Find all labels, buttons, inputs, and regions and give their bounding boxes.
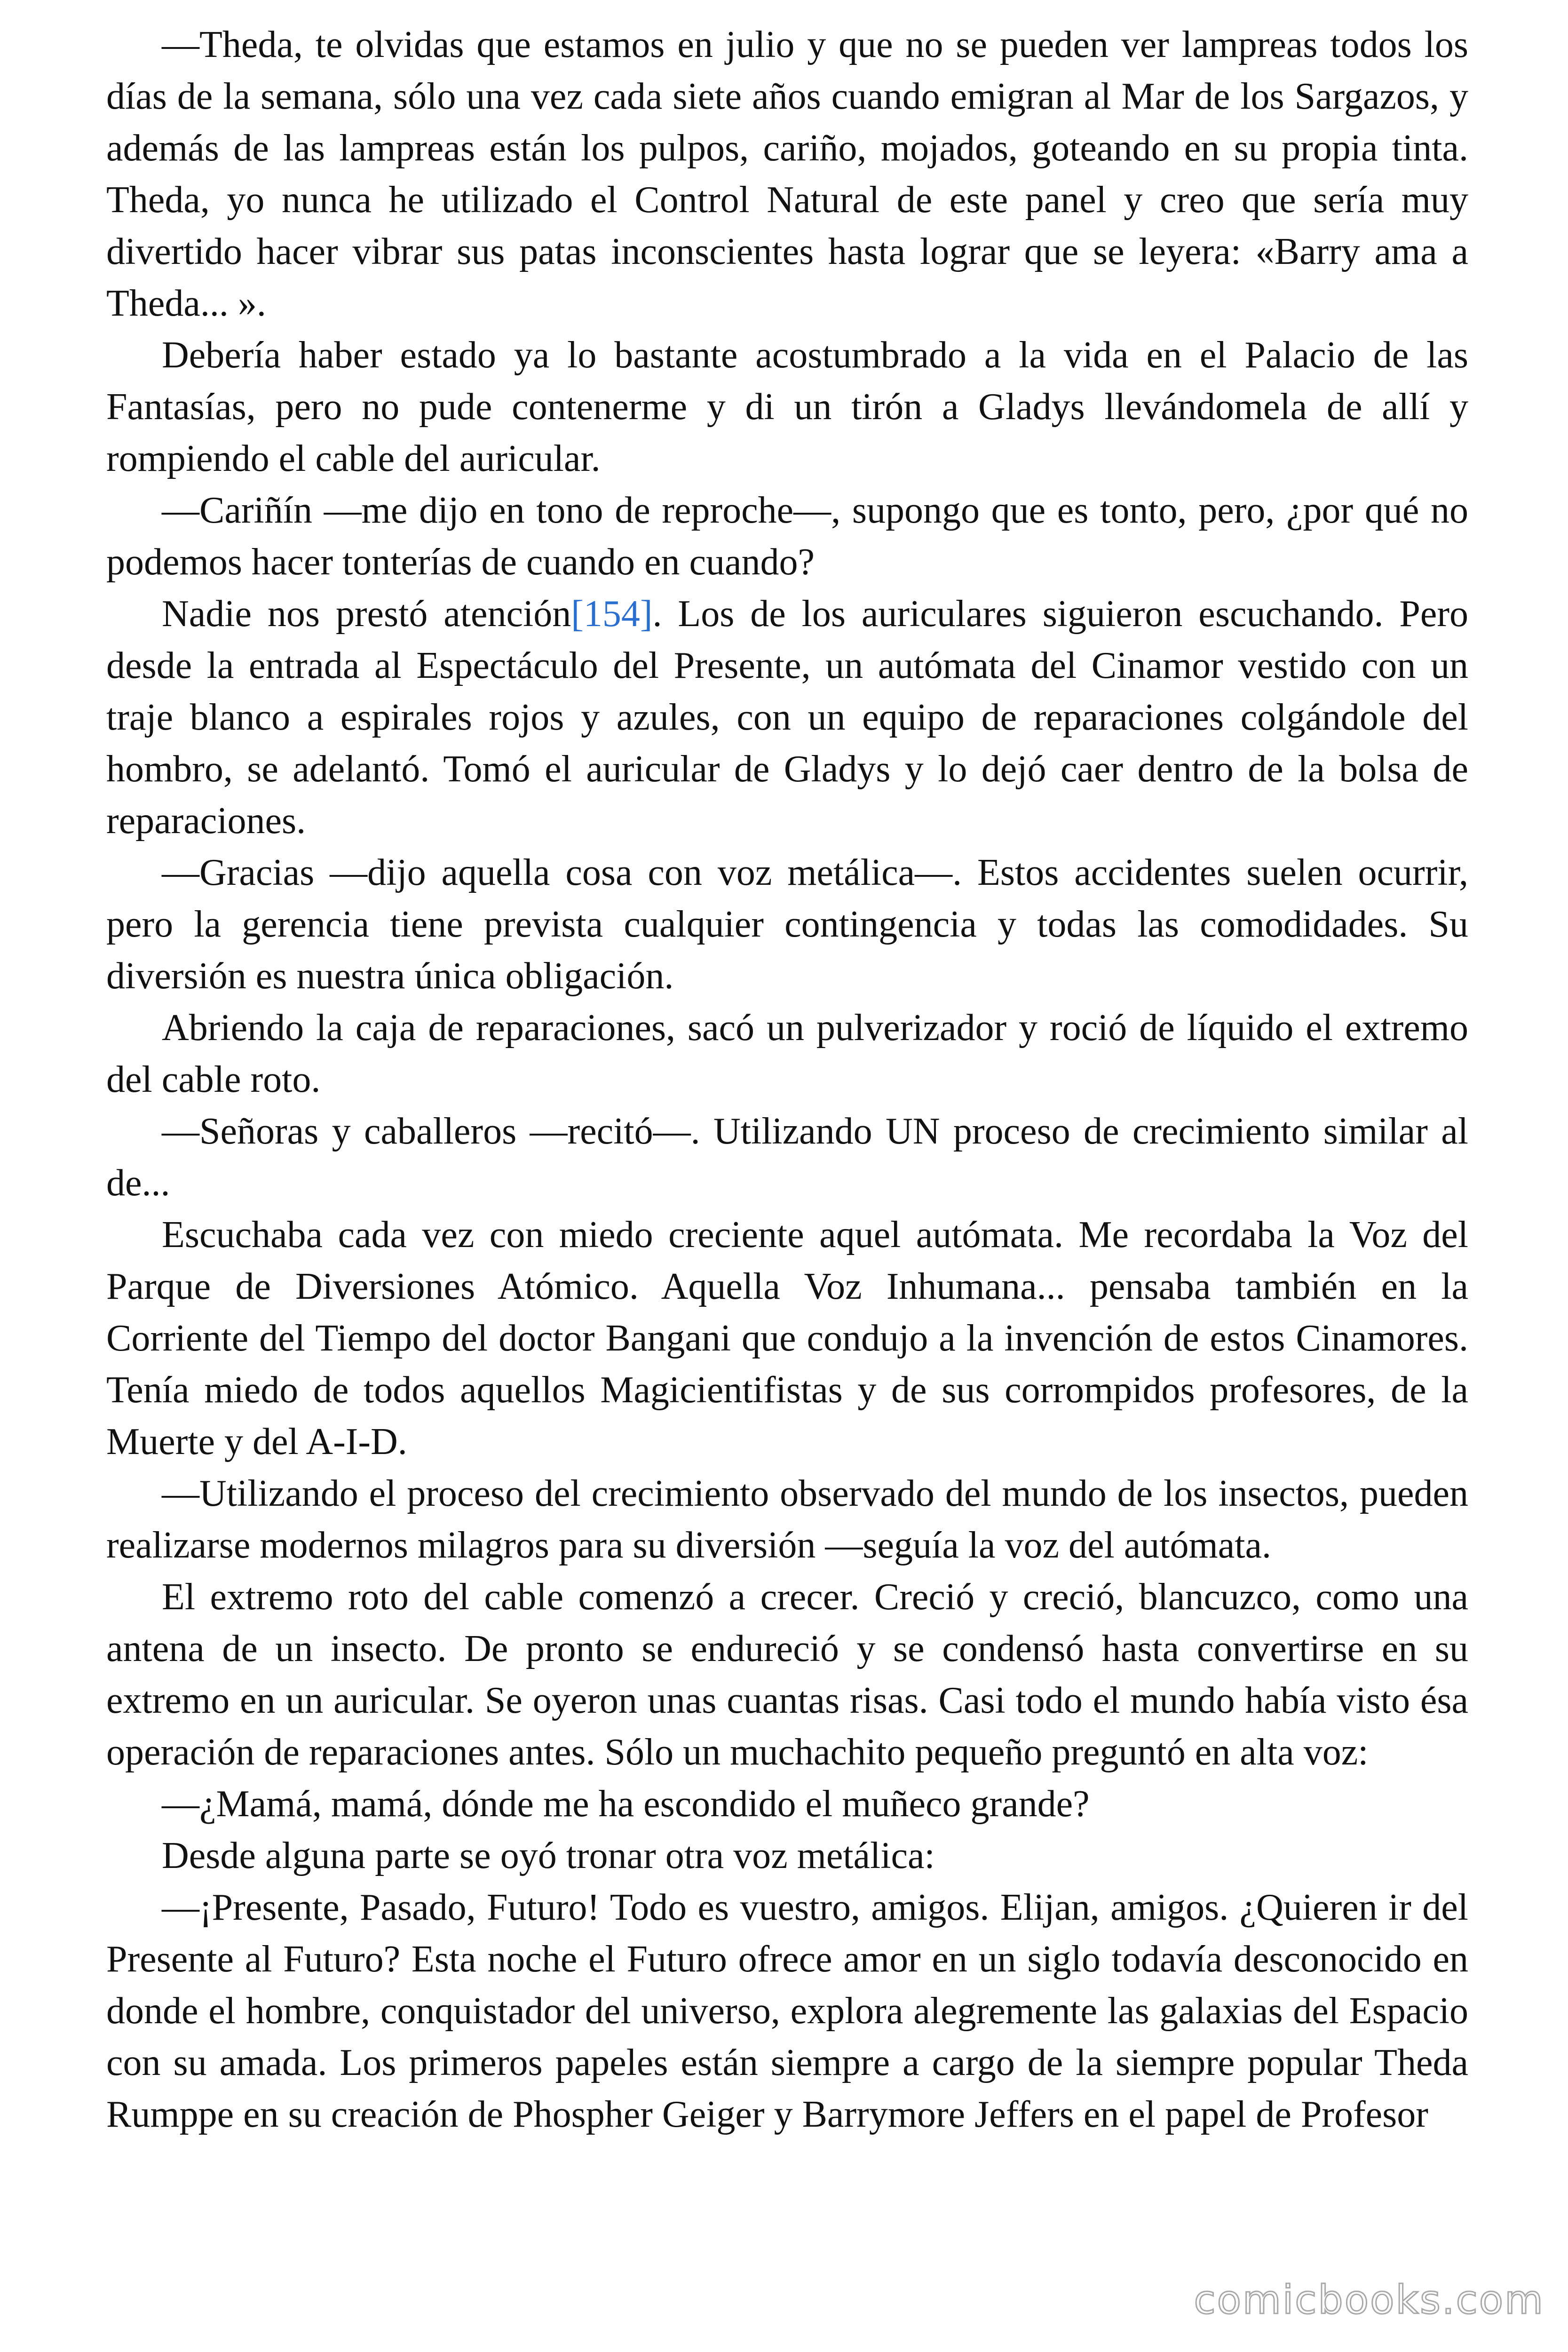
paragraph: Abriendo la caja de reparaciones, sacó un pulverizador y roció de líquido el extremo del cable roto. — [106, 1007, 1468, 1100]
footnote-link[interactable]: [154] — [571, 593, 653, 635]
paragraph: —Cariñín —me dijo en tono de reproche—, supongo que es tonto, pero, ¿por qué no podemos hacer tonterías de cuando en cuando? — [106, 490, 1468, 583]
paragraph: —Gracias —dijo aquella cosa con voz metálica—. Estos accidentes suelen ocurrir, pero la gerencia tiene prevista cualquier contingencia y todas las comodidades. Su diversión es nuestra única obligación. — [106, 852, 1468, 997]
paragraph: —Theda, te olvidas que estamos en julio y que no se pueden ver lampreas todos los días de la semana, sólo una vez cada siete años cuando emigran al Mar de los Sargazos, y además de las lampreas están los pulpos, cariño, mojados, goteando en su propia tinta. Theda, yo nunca he utilizado el Control Natural de este panel y creo que sería muy divertido hacer vibrar sus patas inconscientes hasta lograr que se leyera: «Barry ama a Theda... ». — [106, 24, 1468, 324]
paragraph: —¿Mamá, mamá, dónde me ha escondido el muñeco grande? — [162, 1783, 1090, 1825]
book-page — [106, 19, 1468, 2140]
paragraph — [106, 588, 1468, 847]
paragraph: Desde alguna parte se oyó tronar otra voz metálica: — [162, 1835, 935, 1876]
paragraph-text: Nadie nos prestó atención — [162, 593, 571, 635]
paragraph: Debería haber estado ya lo bastante acostumbrado a la vida en el Palacio de las Fantasías, pero no pude contenerme y di un tirón a Gladys llevándomela de allí y rompiendo el cable del auricular. — [106, 334, 1468, 479]
paragraph: —Señoras y caballeros —recitó—. Utilizando UN proceso de crecimiento similar al de... — [106, 1111, 1468, 1204]
watermark: comicbooks.com — [1194, 2277, 1544, 2323]
paragraph-text: . Los de los auriculares siguieron escuchando. Pero desde la entrada al Espectáculo del Presente, un autómata del Cinamor vestido con un traje blanco a espirales rojos y azules, con un equipo de reparaciones colgándole del hombro, se adelantó. Tomó el auricular de Gladys y lo dejó caer dentro de la bolsa de reparaciones. — [106, 593, 1468, 842]
paragraph: —¡Presente, Pasado, Futuro! Todo es vuestro, amigos. Elijan, amigos. ¿Quieren ir del Presente al Futuro? Esta noche el Futuro ofrece amor en un siglo todavía desconocido en donde el hombre, conquistador del universo, explora alegremente las galaxias del Espacio con su amada. Los primeros papeles están siempre a cargo de la siempre popular Theda Rumppe en su creación de Phospher Geiger y Barrymore Jeffers en el papel de Profesor — [106, 1887, 1468, 2135]
paragraph: —Utilizando el proceso del crecimiento observado del mundo de los insectos, pueden realizarse modernos milagros para su diversión —seguía la voz del autómata. — [106, 1473, 1468, 1566]
paragraph: Escuchaba cada vez con miedo creciente aquel autómata. Me recordaba la Voz del Parque de Diversiones Atómico. Aquella Voz Inhumana... pensaba también en la Corriente del Tiempo del doctor Bangani que condujo a la invención de estos Cinamores. Tenía miedo de todos aquellos Magicientifistas y de sus corrompidos profesores, de la Muerte y del A-I-D. — [106, 1214, 1468, 1462]
paragraph: El extremo roto del cable comenzó a crecer. Creció y creció, blancuzco, como una antena de un insecto. De pronto se endureció y se condensó hasta convertirse en su extremo en un auricular. Se oyeron unas cuantas risas. Casi todo el mundo había visto ésa operación de reparaciones antes. Sólo un muchachito pequeño preguntó en alta voz: — [106, 1576, 1468, 1773]
